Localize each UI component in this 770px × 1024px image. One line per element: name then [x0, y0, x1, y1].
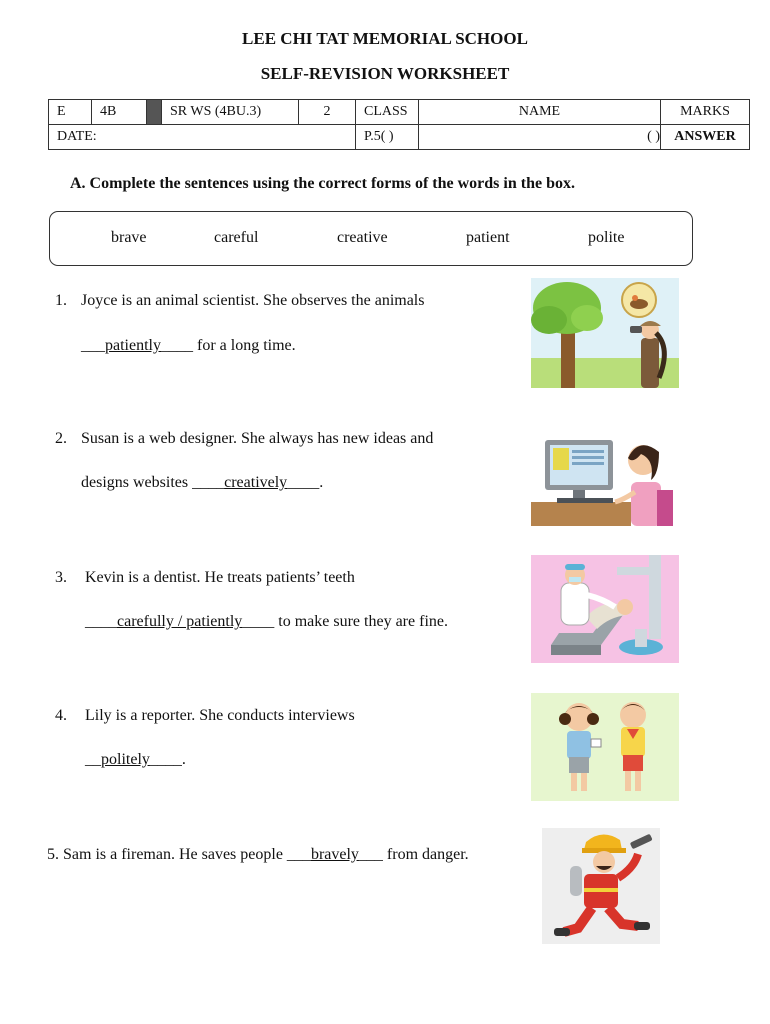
word-creative: creative [337, 229, 388, 246]
word-patient: patient [466, 229, 510, 246]
scientist-illustration [531, 278, 679, 388]
question-2-answer-line [81, 474, 323, 492]
school-title: LEE CHI TAT MEMORIAL SCHOOL [242, 29, 528, 48]
blank: ____. [287, 474, 324, 491]
blank: ____. [149, 751, 186, 768]
blank: ___ from danger. [358, 846, 469, 863]
question-1-number: 1. [55, 292, 67, 309]
info-table [48, 99, 750, 150]
section-a-instruction: A. Complete the sentences using the correct forms of the words in the box. [70, 175, 575, 192]
word-careful: careful [214, 229, 259, 246]
name-field[interactable]: ( ) [419, 125, 661, 150]
level-cell: 4B [92, 100, 147, 125]
question-1-answer-line [81, 337, 296, 355]
reporter-illustration [531, 693, 679, 801]
question-1-text: Joyce is an animal scientist. She observes the animals [81, 292, 425, 309]
designer-illustration [531, 434, 673, 526]
question-3-number: 3. [55, 569, 67, 586]
subject-cell: E [49, 100, 92, 125]
question-4-text: Lily is a reporter. She conducts interviews [85, 707, 355, 724]
class-value[interactable]: P.5( ) [356, 125, 419, 150]
question-4-answer-line [85, 751, 186, 769]
answer-2[interactable]: creatively [224, 474, 288, 491]
number-cell: 2 [299, 100, 356, 125]
shaded-cell [147, 100, 162, 125]
question-2-text: Susan is a web designer. She always has new ideas and [81, 430, 434, 447]
blank: ____ to make sure they are fine. [242, 613, 448, 630]
question-3-answer-line [85, 613, 448, 631]
fireman-illustration [542, 828, 660, 944]
question-4-number: 4. [55, 707, 67, 724]
marks-label: MARKS [661, 100, 750, 125]
answer-label: ANSWER [661, 125, 750, 150]
answer-5[interactable]: bravely [310, 846, 359, 863]
code-cell: SR WS (4BU.3) [162, 100, 299, 125]
question-5-number: 5. [47, 846, 59, 863]
word-polite: polite [588, 229, 625, 246]
blank: ____ for a long time. [160, 337, 296, 354]
worksheet-title: SELF-REVISION WORKSHEET [260, 64, 510, 83]
answer-1[interactable]: patiently [105, 337, 161, 354]
question-5-line [47, 846, 469, 864]
question-5-text: Sam is a fireman. He saves people ___ [63, 846, 311, 863]
blank: designs websites ____ [81, 474, 225, 491]
word-brave: brave [111, 229, 147, 246]
question-2-number: 2. [55, 430, 67, 447]
blank: ____ [85, 613, 117, 630]
blank: ___ [81, 337, 105, 354]
answer-3[interactable]: carefully / patiently [117, 613, 243, 630]
name-label: NAME [419, 100, 661, 125]
question-3-text: Kevin is a dentist. He treats patients’ teeth [85, 569, 355, 586]
class-label: CLASS [356, 100, 419, 125]
answer-4[interactable]: politely [101, 751, 150, 768]
blank: __ [85, 751, 101, 768]
dentist-illustration [531, 555, 679, 663]
date-label: DATE: [49, 125, 356, 150]
